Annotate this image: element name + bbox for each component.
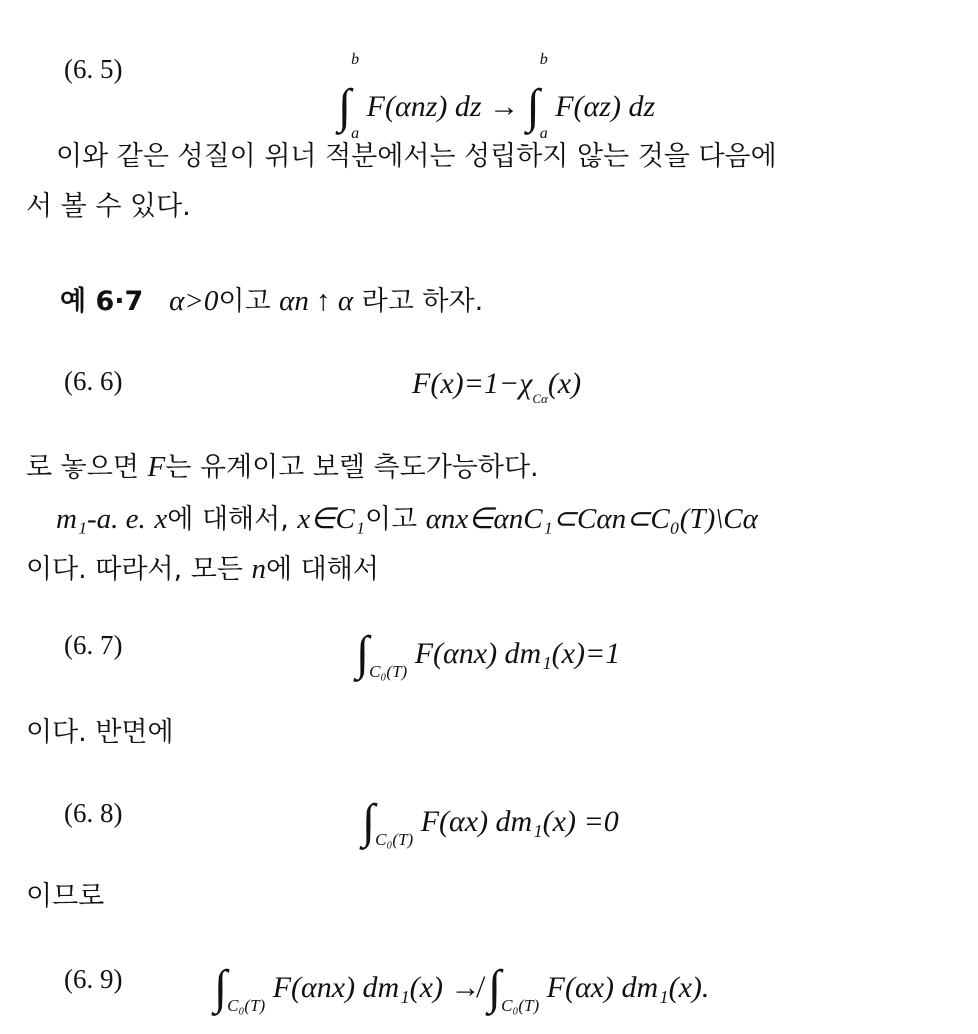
paragraph-line: 이다. 반면에 bbox=[26, 717, 174, 748]
equation-body bbox=[214, 952, 709, 1022]
text-run: 로 놓으면 bbox=[26, 452, 139, 483]
equation-number: (6. 5) bbox=[64, 54, 123, 84]
text-run: 에 대해서, bbox=[167, 504, 289, 535]
paragraph-line bbox=[26, 450, 539, 485]
math-expression: m₁-a. e. bbox=[56, 503, 146, 535]
math-expression: αnx∈αnC₁⊂Cαn⊂C₀(T)\Cα bbox=[425, 503, 758, 535]
equation-number: (6. 9) bbox=[64, 964, 123, 994]
integral-sign: ∫ bbox=[487, 961, 502, 1014]
integral-sign: ∫ bbox=[356, 627, 370, 680]
convergence-arrow: → bbox=[489, 89, 520, 123]
equation-6-7 bbox=[0, 618, 978, 681]
example-condition: αn ↑ α bbox=[279, 285, 354, 317]
math-expression: x∈C₁ bbox=[297, 503, 365, 535]
math-symbol: n bbox=[251, 553, 266, 585]
equation-expression: F(αnx) dm₁(x)=1 bbox=[414, 637, 621, 670]
integral-sign: ∫ bbox=[362, 795, 376, 848]
equation-6-6 bbox=[0, 354, 978, 414]
equation-expression: F(αx) dm₁(x). bbox=[546, 971, 710, 1004]
paragraph-line bbox=[56, 502, 758, 537]
integral-domain: C₀(T) bbox=[227, 996, 266, 1015]
integral-upper-limit: b bbox=[539, 51, 548, 68]
equation-tail: (x) bbox=[547, 367, 582, 400]
integrand-left: F(αnz) dz bbox=[366, 89, 482, 123]
text-run: 이고 bbox=[364, 504, 418, 535]
text-run: 에 대해서 bbox=[266, 554, 379, 585]
not-converge-arrow: ↛ bbox=[450, 971, 481, 1004]
equation-body bbox=[356, 618, 620, 688]
text-run: 는 유계이고 보렐 측도가능하다. bbox=[165, 452, 539, 483]
example-label: 예 6·7 bbox=[60, 286, 144, 317]
example-text: 라고 하자. bbox=[361, 286, 484, 317]
integral-upper-limit: b bbox=[351, 51, 360, 68]
equation-6-8 bbox=[0, 786, 978, 849]
integral-sign: ∫ bbox=[338, 79, 352, 133]
paragraph-line: 서 볼 수 있다. bbox=[26, 191, 191, 222]
example-text: 이고 bbox=[218, 286, 271, 317]
equation-expression: F(αx) dm₁(x) =0 bbox=[420, 805, 619, 838]
equation-6-9 bbox=[0, 952, 978, 1015]
text-run: 이다. 따라서, 모든 bbox=[26, 554, 243, 585]
equation-expression: F(x)=1−χ bbox=[412, 367, 533, 400]
equation-expression: F(αnx) dm₁(x) bbox=[272, 971, 443, 1004]
equation-6-5 bbox=[0, 42, 978, 142]
integral-sign: ∫ bbox=[214, 961, 228, 1014]
example-line bbox=[60, 284, 483, 319]
integral-domain: C₀(T) bbox=[375, 830, 414, 849]
math-symbol: F bbox=[147, 451, 166, 483]
integral-domain: C₀(T) bbox=[501, 996, 540, 1015]
integral-lower-limit: a bbox=[351, 125, 360, 142]
integral-domain: C₀(T) bbox=[369, 662, 408, 681]
math-symbol: x bbox=[154, 503, 168, 535]
paragraph-line: 이와 같은 성질이 위너 적분에서는 성립하지 않는 것을 다음에 bbox=[56, 141, 777, 172]
paragraph-line bbox=[26, 552, 379, 587]
equation-number: (6. 7) bbox=[64, 630, 123, 660]
equation-number: (6. 6) bbox=[64, 366, 123, 396]
integrand-right: F(αz) dz bbox=[555, 89, 656, 123]
integral-sign: ∫ bbox=[526, 79, 540, 133]
paragraph-line: 이므로 bbox=[26, 881, 105, 912]
example-condition: α>0 bbox=[169, 285, 219, 317]
equation-body bbox=[412, 354, 581, 419]
equation-body bbox=[362, 786, 619, 856]
equation-number: (6. 8) bbox=[64, 798, 123, 828]
characteristic-subscript: Cα bbox=[532, 391, 548, 406]
integral-lower-limit: a bbox=[539, 125, 548, 142]
